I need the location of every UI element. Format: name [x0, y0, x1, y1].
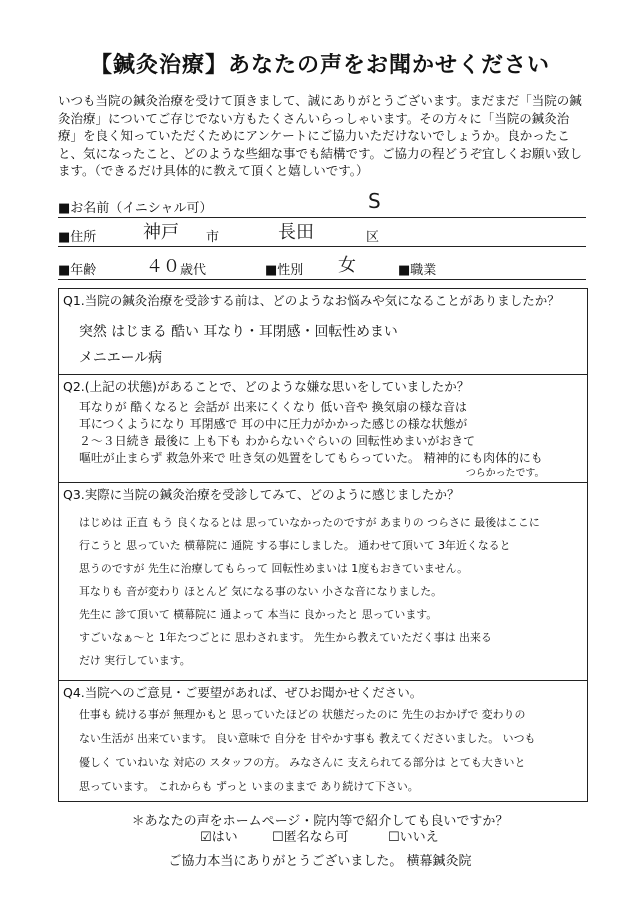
answer-line: 仕事も 続ける事が 無理かもと 思っていたほどの 状態だったのに 先生のおかげで 変わりの [79, 708, 526, 721]
question-1-label: Q1.当院の鍼灸治療を受診する前は、どのようなお悩みや気になることがありましたか？ [63, 293, 560, 308]
consent-question: ＊あなたの声をホームページ・院内等で紹介しても良いですか？ [131, 814, 509, 829]
question-4-answer [79, 703, 583, 799]
answer-line: 耳につくようになり 耳閉感で 耳の中に圧力がかかった感じの様な状態が [79, 417, 468, 431]
answer-line: ２～３日続き 最後に 上も下も わからないぐらいの 回転性めまいがおきて [79, 434, 476, 448]
city-unit: 市 [206, 230, 220, 245]
thanks-text: ご協力本当にありがとうございました。 横幕鍼灸院 [168, 854, 472, 869]
gender-value: 女 [338, 255, 356, 276]
question-1-box [58, 288, 588, 375]
consent-option-no[interactable]: ☐いいえ [388, 830, 439, 845]
name-value: S [368, 189, 381, 213]
question-3-answer [79, 511, 583, 672]
city-value: 神戸 [143, 222, 179, 243]
intro-text: いつも当院の鍼灸治療を受けて頂きまして、誠にありがとうございます。まだまだ「当院の鍼灸治療」についてご存じでない方もたくさんいらっしゃいます。その方々に「当院の鍼灸治療」を良く知っていただくためにアンケートにご協力いただけないでしょうか。良かったこと、気になったこと、どのような些細な事でも結構です。ご協力の程どうぞ宜しくお願い致します。（できるだけ具体的に教えて頂くと嬉しいです。） [58, 93, 583, 179]
answer-line: 突然 はじまる 酷い 耳なり・耳閉感・回転性めまい [79, 324, 398, 340]
page-title: 【鍼灸治療】あなたの声をお聞かせください [89, 53, 550, 78]
question-2-box [58, 374, 588, 483]
name-row [58, 189, 586, 218]
job-label: ■職業 [398, 263, 437, 278]
answer-line: はじめは 正直 もう 良くなるとは 思っていなかったのですが あまりの つらさに 最後はここに [79, 516, 540, 529]
ward-unit: 区 [366, 230, 380, 245]
answer-line: 先生に 診て頂いて 横幕院に 通よって 本当に 良かったと 思っています。 [79, 608, 438, 621]
address-row [58, 222, 586, 247]
consent-option-anonymous[interactable]: ☐匿名なら可 [272, 830, 349, 845]
age-label: ■年齢 [58, 263, 97, 278]
age-unit: 歳代 [180, 263, 207, 278]
answer-line: 嘔吐が止まらず 救急外来で 吐き気の処置をしてもらっていた。 精神的にも肉体的にも [79, 451, 543, 465]
profile-row [58, 255, 586, 280]
ward-value: 長田 [278, 222, 314, 243]
consent-option-yes[interactable]: ☑はい [200, 830, 238, 845]
name-label: ■お名前（イニシャル可） [58, 201, 213, 216]
question-3-label: Q3.実際に当院の鍼灸治療を受診してみて、どのように感じましたか？ [63, 487, 460, 502]
answer-line: メニエール病 [79, 350, 163, 366]
answer-line: 耳なりが 酷くなると 会話が 出来にくくなり 低い音や 換気扇の様な音は [79, 400, 467, 414]
answer-line: だけ 実行しています。 [79, 654, 191, 667]
question-4-box [58, 680, 588, 802]
answer-line: 思っています。 これからも ずっと いまのままで あり続けて下さい。 [79, 780, 419, 793]
answer-line: すごいなぁ～と 1年たつごとに 思わされます。 先生から教えていただく事は 出来る [79, 631, 492, 644]
answer-line: つらかったです。 [465, 468, 545, 479]
age-value: ４０ [146, 257, 180, 277]
answer-line: 行こうと 思っていた 横幕院に 通院 する事にしました。 通わせて頂いて 3年近くなると [79, 539, 511, 552]
answer-line: ない生活が 出来ています。 良い意味で 自分を 甘やかす事も 教えてくださいました。 いつも [79, 732, 536, 745]
question-2-label: Q2.(上記の状態)があることで、どのような嫌な思いをしていましたか？ [63, 379, 470, 394]
gender-label: ■性別 [265, 263, 304, 278]
answer-line: 優しく ていねいな 対応の スタッフの方。 みなさんに 支えられてる部分は とても大きいと [79, 756, 526, 769]
question-4-label: Q4.当院へのご意見・ご要望があれば、ぜひお聞かせください。 [63, 685, 423, 700]
answer-line: 耳なりも 音が変わり ほとんど 気になる事のない 小さな音になりました。 [79, 585, 443, 598]
answer-line: 思うのですが 先生に治療してもらって 回転性めまいは 1度もおきていません。 [79, 562, 469, 575]
question-2-answer [79, 399, 583, 481]
question-1-answer [79, 319, 583, 371]
question-3-box [58, 482, 588, 681]
address-label: ■住所 [58, 230, 97, 245]
